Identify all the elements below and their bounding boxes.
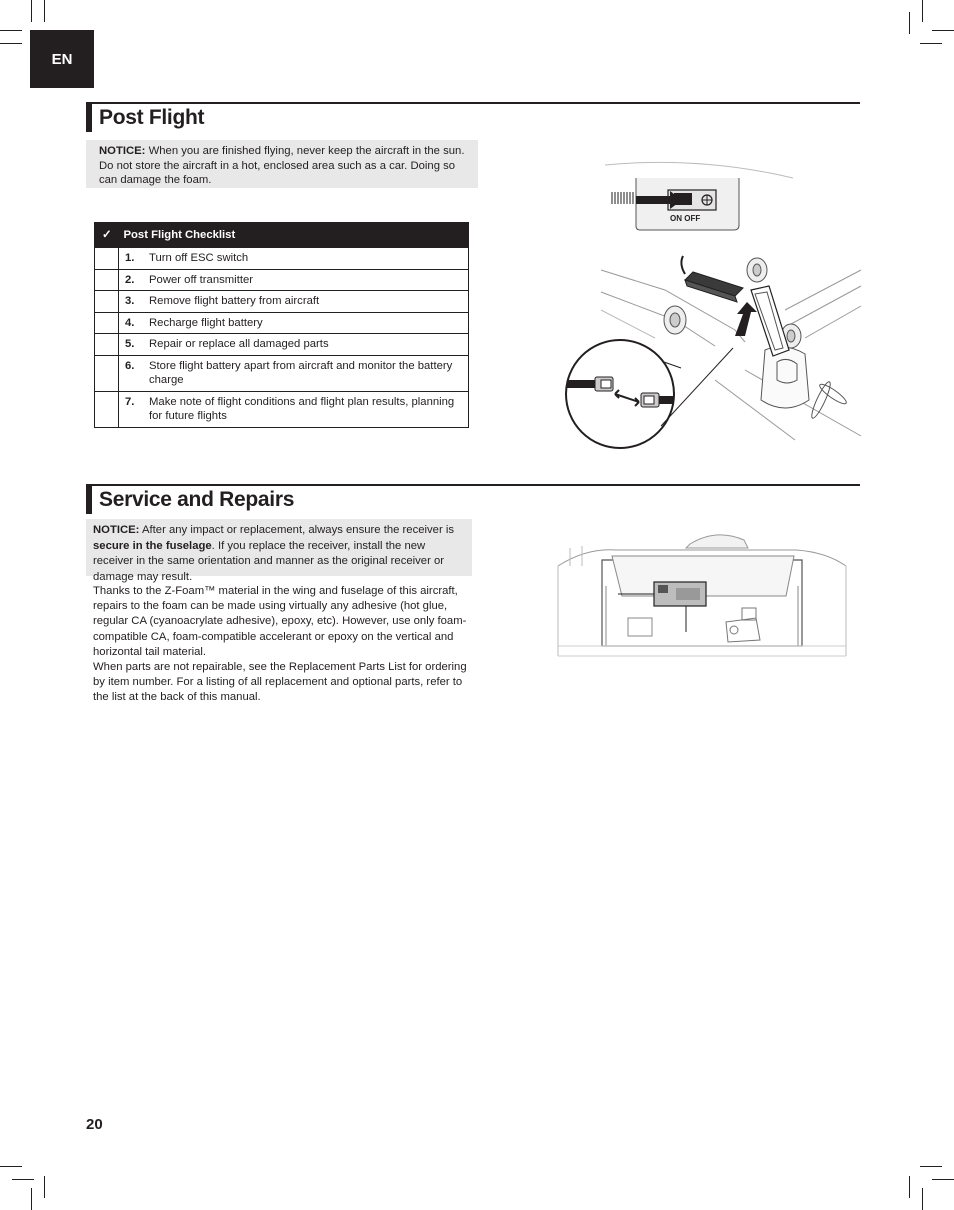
- item-text: Make note of flight conditions and flight plan results, planning for future flights: [149, 391, 469, 427]
- checkbox-cell: [95, 391, 119, 427]
- item-text: Turn off ESC switch: [149, 248, 469, 270]
- checkmark-icon: ✓: [95, 223, 119, 248]
- language-tab: EN: [30, 30, 94, 88]
- checklist-row: [95, 291, 469, 313]
- crop-mark: [31, 1188, 32, 1210]
- checklist-row: [95, 391, 469, 427]
- crop-mark: [932, 1179, 954, 1180]
- item-number: 6.: [119, 355, 150, 391]
- item-number: 7.: [119, 391, 150, 427]
- battery-removal-illustration: [565, 250, 865, 450]
- notice-text: When you are finished flying, never keep the aircraft in the sun. Do not store the aircraft in a hot, enclosed area such as a car. Doing so can damage the foam.: [99, 145, 465, 186]
- checkbox-cell: [95, 312, 119, 334]
- crop-mark: [920, 1166, 942, 1167]
- crop-mark: [44, 0, 45, 22]
- switch-labels: ON OFF: [670, 214, 701, 223]
- notice-text: After any impact or replacement, always ensure the receiver is: [139, 524, 455, 536]
- crop-mark: [920, 43, 942, 44]
- crop-mark: [909, 12, 910, 34]
- checkbox-cell: [95, 291, 119, 313]
- checklist-row: [95, 248, 469, 270]
- page-number: 20: [86, 1116, 103, 1133]
- crop-mark: [0, 30, 22, 31]
- checklist-title: Post Flight Checklist: [119, 223, 469, 248]
- esc-switch-illustration: [600, 160, 800, 235]
- item-number: 3.: [119, 291, 150, 313]
- checkbox-cell: [95, 334, 119, 356]
- notice-label: NOTICE:: [93, 524, 140, 536]
- crop-mark: [909, 1176, 910, 1198]
- crop-mark: [31, 0, 32, 22]
- crop-mark: [0, 1166, 22, 1167]
- checklist-row: [95, 312, 469, 334]
- crop-mark: [0, 43, 22, 44]
- checkbox-cell: [95, 248, 119, 270]
- crop-mark: [932, 30, 954, 31]
- crop-mark: [44, 1176, 45, 1198]
- item-number: 1.: [119, 248, 150, 270]
- checklist-row: [95, 334, 469, 356]
- item-text: Store flight battery apart from aircraft and monitor the battery charge: [149, 355, 469, 391]
- item-text: Power off transmitter: [149, 269, 469, 291]
- checkbox-cell: [95, 355, 119, 391]
- post-flight-notice: [86, 140, 478, 188]
- item-text: Recharge flight battery: [149, 312, 469, 334]
- post-flight-heading: Post Flight: [86, 104, 204, 132]
- notice-text: . If you replace the receiver, install the new receiver in the same orientation and manner as the original receiver or damage may result.: [93, 539, 445, 583]
- body-paragraph: Thanks to the Z-Foam™ material in the wing and fuselage of this aircraft, repairs to the foam can be made using virtually any adhesive (hot glue, regular CA (cyanoacrylate adhesive), epoxy, etc). However, use only foam-compatible CA, foam-compatible accelerant or epoxy on the vertical and horizontal tail material.: [93, 585, 467, 658]
- checklist-row: [95, 355, 469, 391]
- notice-emphasis: secure in the fuselage: [93, 539, 212, 552]
- checklist-header: [95, 223, 469, 248]
- service-body: [93, 584, 473, 706]
- item-number: 4.: [119, 312, 150, 334]
- checklist-row: [95, 269, 469, 291]
- crop-mark: [922, 1188, 923, 1210]
- service-notice: [86, 519, 472, 583]
- post-flight-checklist: [94, 222, 469, 428]
- item-number: 5.: [119, 334, 150, 356]
- crop-mark: [12, 1179, 34, 1180]
- item-number: 2.: [119, 269, 150, 291]
- checkbox-cell: [95, 269, 119, 291]
- crop-mark: [922, 0, 923, 22]
- notice-label: NOTICE:: [99, 145, 146, 157]
- item-text: Repair or replace all damaged parts: [149, 334, 469, 356]
- item-text: Remove flight battery from aircraft: [149, 291, 469, 313]
- body-paragraph: When parts are not repairable, see the Replacement Parts List for ordering by item number. For a listing of all replacement and optional parts, refer to the list at the back of this manual.: [93, 661, 467, 704]
- receiver-illustration: [556, 526, 848, 658]
- service-heading: Service and Repairs: [86, 486, 294, 514]
